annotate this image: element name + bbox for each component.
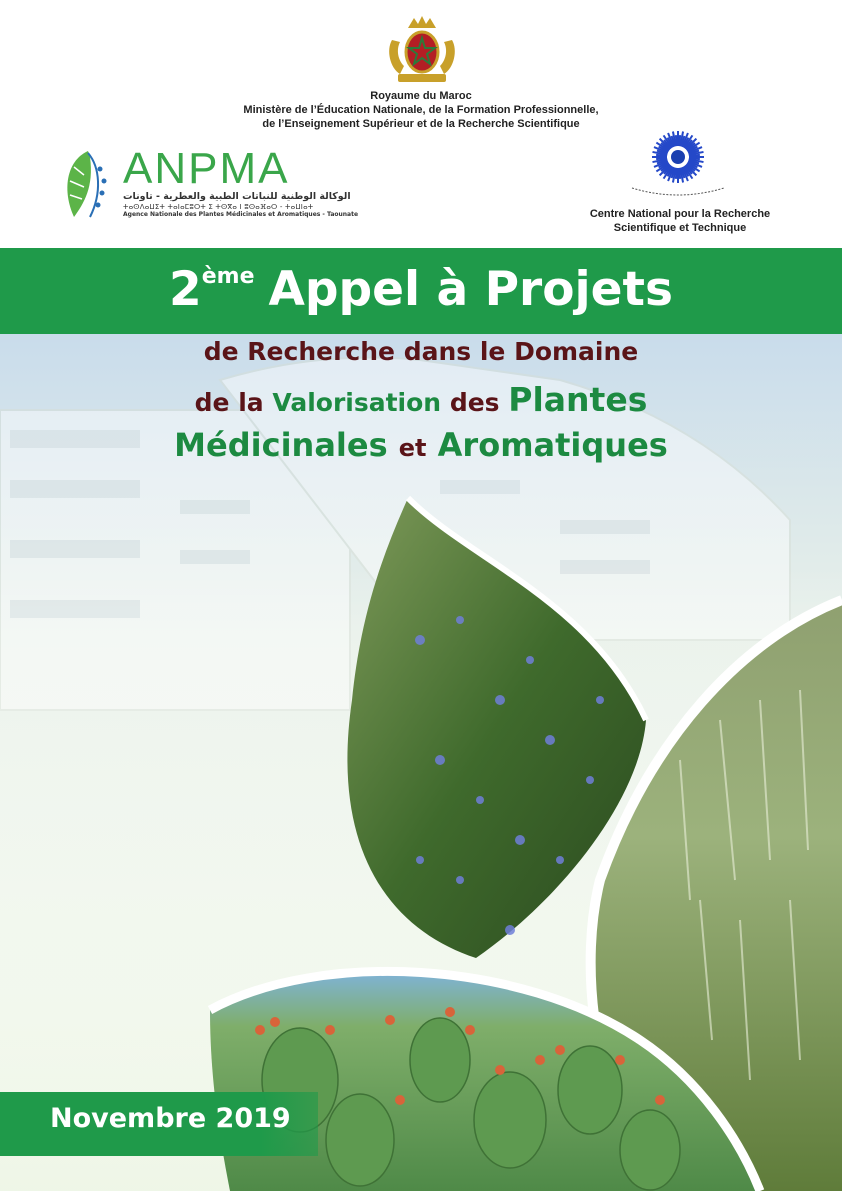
- subtitle-valorisation: Valorisation: [272, 388, 442, 417]
- anpma-logo: [60, 144, 359, 225]
- morocco-coat-of-arms-icon: [384, 10, 460, 86]
- header: [0, 0, 842, 248]
- ministry-line-2: de l’Enseignement Supérieur et de la Recherche Scientifique: [262, 118, 580, 130]
- anpma-tifinagh-name: ⵜⴰⵙⴷⴰⵡⵉⵜ ⵜⴰⵏⴰⵎⵓⵔⵜ ⵉ ⵜⵙⴳⴰ ⵏ ⵓⵙⴰⴼⴰⵔ - ⵜⴰⵡⵏⴰⵜ: [123, 203, 314, 211]
- cnrst-name-line-2: Scientifique et Technique: [613, 222, 747, 234]
- subtitle-des: des: [449, 388, 500, 417]
- cnrst-name-line-1: Centre National pour la Recherche: [589, 208, 771, 220]
- sunburst-ray: [679, 168, 680, 179]
- leaf-logo-icon: [60, 147, 118, 222]
- subtitle-de-la: de la: [194, 388, 264, 417]
- ministry-line-1: Ministère de l’Éducation Nationale, de la Formation Professionnelle,: [243, 104, 599, 116]
- sunburst-logo-icon: [628, 130, 728, 198]
- subtitle-line-1: de Recherche dans le Domaine: [203, 337, 639, 366]
- publication-date: Novembre 2019: [50, 1103, 291, 1134]
- subtitle-medicinales: Médicinales: [174, 426, 388, 464]
- subtitle-line-3: [0, 426, 842, 464]
- subtitle-plantes: Plantes: [508, 380, 648, 419]
- anpma-full-name: Agence Nationale des Plantes Médicinales et Aromatiques - Taounate: [123, 211, 359, 218]
- page-title: [0, 258, 842, 322]
- sunburst-ray: [676, 135, 677, 146]
- anpma-acronym: ANPMA: [123, 144, 290, 193]
- title-text: Appel à Projets: [268, 262, 673, 317]
- title-superscript: ème: [201, 264, 255, 289]
- kingdom-label: Royaume du Maroc: [370, 90, 472, 102]
- subtitle-line-2: [0, 380, 842, 419]
- subtitle-et: et: [398, 434, 427, 462]
- cnrst-name: [580, 207, 780, 235]
- anpma-arabic-name: الوكالة الوطنية للنباتات الطبية والعطرية - تاونات: [123, 191, 351, 202]
- title-number: 2: [169, 262, 202, 317]
- ministry-block: [0, 89, 842, 131]
- sunburst-ray: [689, 155, 700, 156]
- sunburst-ray: [656, 158, 667, 159]
- subtitle-aromatiques: Aromatiques: [437, 426, 668, 464]
